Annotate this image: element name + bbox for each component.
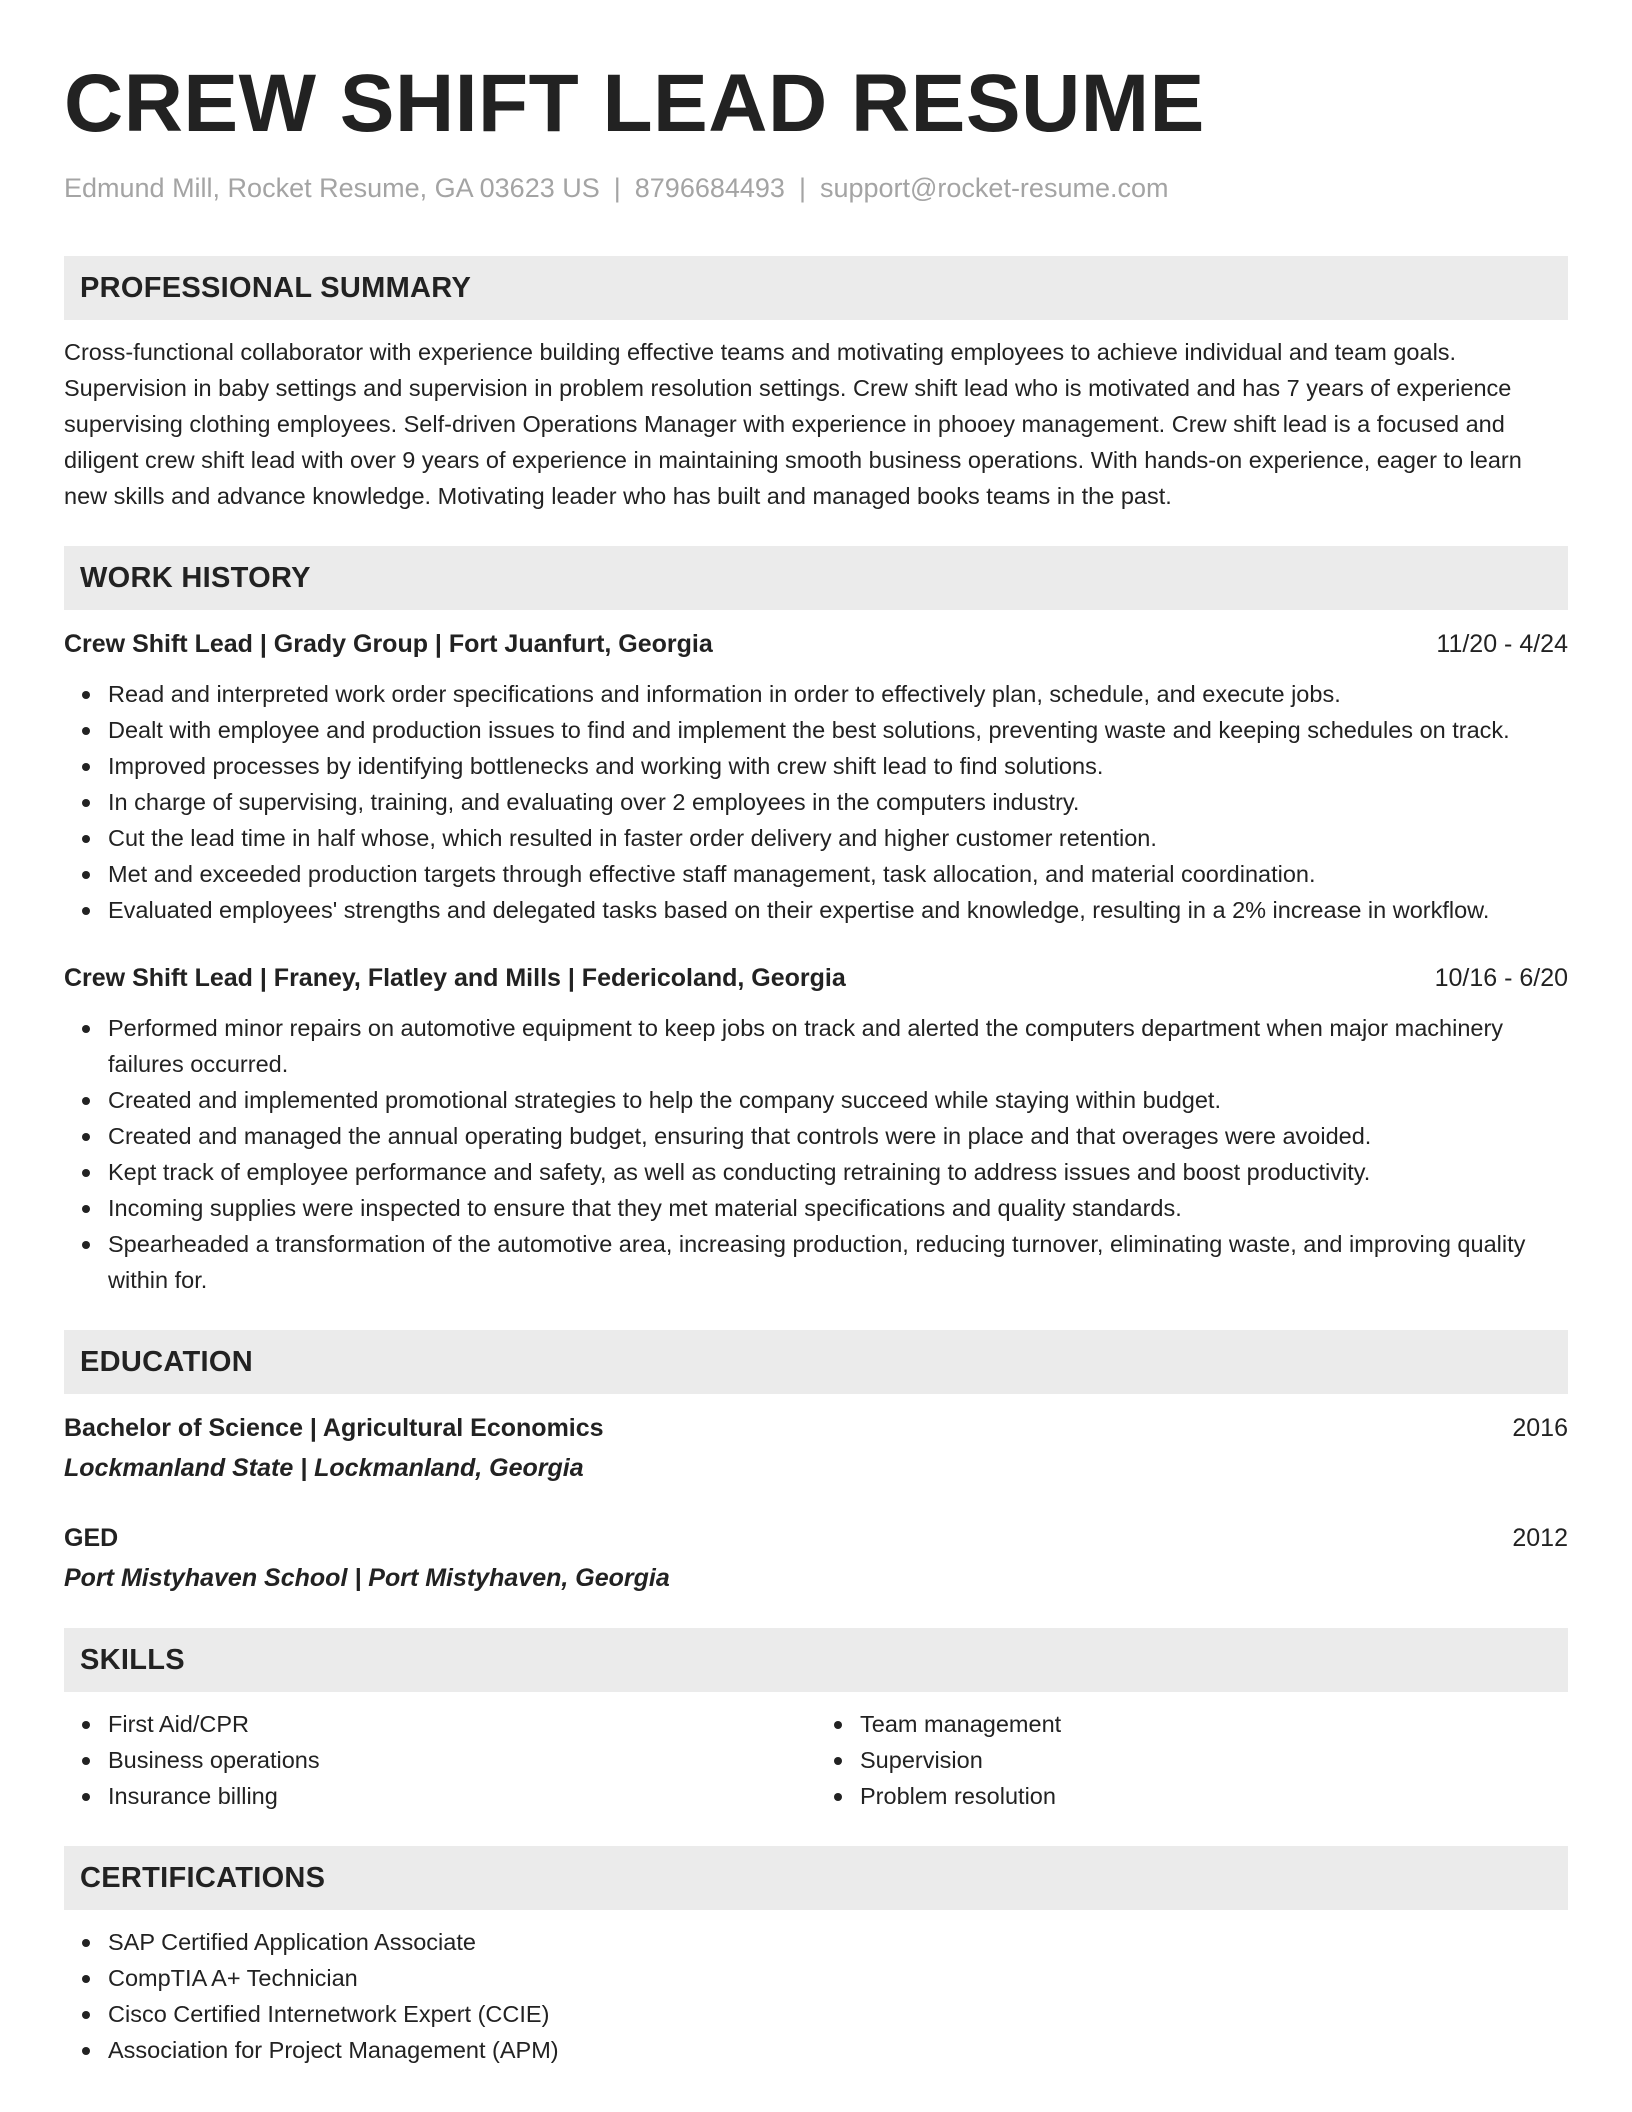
skills-column-right (816, 1706, 1568, 1814)
summary-text: Cross-functional collaborator with experience building effective teams and motivating employees to achieve individual and team goals. Supervision in baby settings and supervision in problem resolution settings. Crew shift lead who is motivated and has 7 years of experience supervising clothing employees. Self-driven Operations Manager with experience in phooey management. Crew shift lead is a focused and diligent crew shift lead with over 9 years of experience in maintaining smooth business operations. With hands-on experience, eager to learn new skills and advance knowledge. Motivating leader who has built and managed books teams in the past. (64, 339, 1522, 509)
certifications-heading: CERTIFICATIONS (64, 1846, 1568, 1910)
skill-item: Problem resolution (860, 1778, 1568, 1814)
job-bullet: Dealt with employee and production issues to find and implement the best solutions, preventing waste and keeping schedules on track. (108, 712, 1568, 748)
contact-line (64, 170, 1568, 206)
education-entry (64, 1410, 1568, 1486)
skill-item: Insurance billing (108, 1778, 816, 1814)
skills-list (64, 1706, 1568, 1814)
job-entry (64, 626, 1568, 928)
contact-phone: 8796684493 (634, 173, 785, 203)
contact-email[interactable]: support@rocket-resume.com (819, 173, 1169, 203)
summary-heading: PROFESSIONAL SUMMARY (64, 256, 1568, 320)
contact-separator: | (798, 173, 806, 203)
skill-item: Business operations (108, 1742, 816, 1778)
education-school: Lockmanland State | Lockmanland, Georgia (64, 1454, 584, 1482)
job-bullet: Read and interpreted work order specifications and information in order to effectively plan, schedule, and execute jobs. (108, 676, 1568, 712)
job-bullet: Kept track of employee performance and safety, as well as conducting retraining to address issues and boost productivity. (108, 1154, 1568, 1190)
job-bullet: Improved processes by identifying bottlenecks and working with crew shift lead to find solutions. (108, 748, 1568, 784)
education-year: 2012 (1512, 1524, 1568, 1552)
job-bullet: Spearheaded a transformation of the automotive area, increasing production, reducing turnover, eliminating waste, and improving quality within for. (108, 1226, 1568, 1298)
job-bullet: Evaluated employees' strengths and delegated tasks based on their expertise and knowledge, resulting in a 2% increase in workflow. (108, 892, 1568, 928)
job-header (64, 960, 1568, 996)
certification-item: CompTIA A+ Technician (108, 1960, 1568, 1996)
job-bullet: Met and exceeded production targets through effective staff management, task allocation, and material coordination. (108, 856, 1568, 892)
job-entry (64, 960, 1568, 1298)
education-heading: EDUCATION (64, 1330, 1568, 1394)
job-dates: 11/20 - 4/24 (1436, 630, 1568, 658)
skills-column-left (64, 1706, 816, 1814)
job-dates: 10/16 - 6/20 (1434, 964, 1568, 992)
job-title: Crew Shift Lead | Grady Group | Fort Juanfurt, Georgia (64, 630, 713, 658)
job-bullet: Incoming supplies were inspected to ensure that they met material specifications and quality standards. (108, 1190, 1568, 1226)
job-bullet: Created and implemented promotional strategies to help the company succeed while staying within budget. (108, 1082, 1568, 1118)
certification-item: Association for Project Management (APM) (108, 2032, 1568, 2068)
skill-item: Team management (860, 1706, 1568, 1742)
education-year: 2016 (1512, 1414, 1568, 1442)
contact-address: Edmund Mill, Rocket Resume, GA 03623 US (64, 173, 600, 203)
job-title: Crew Shift Lead | Franey, Flatley and Mills | Federicoland, Georgia (64, 964, 846, 992)
job-bullets (64, 676, 1568, 928)
job-bullet: Performed minor repairs on automotive equipment to keep jobs on track and alerted the computers department when major machinery failures occurred. (108, 1010, 1568, 1082)
job-header (64, 626, 1568, 662)
skill-item: Supervision (860, 1742, 1568, 1778)
certification-item: SAP Certified Application Associate (108, 1924, 1568, 1960)
job-bullets (64, 1010, 1568, 1298)
job-bullet: In charge of supervising, training, and evaluating over 2 employees in the computers industry. (108, 784, 1568, 820)
work-history-heading: WORK HISTORY (64, 546, 1568, 610)
resume-title: CREW SHIFT LEAD RESUME (64, 58, 1205, 149)
skills-heading: SKILLS (64, 1628, 1568, 1692)
education-school: Port Mistyhaven School | Port Mistyhaven, Georgia (64, 1564, 670, 1592)
certification-item: Cisco Certified Internetwork Expert (CCIE) (108, 1996, 1568, 2032)
education-degree: GED (64, 1524, 119, 1552)
skill-item: First Aid/CPR (108, 1706, 816, 1742)
job-bullet: Created and managed the annual operating budget, ensuring that controls were in place and that overages were avoided. (108, 1118, 1568, 1154)
education-degree: Bachelor of Science | Agricultural Economics (64, 1414, 604, 1442)
certifications-list (64, 1924, 1568, 2068)
education-header (64, 1410, 1568, 1446)
education-entry (64, 1520, 1568, 1596)
contact-separator: | (613, 173, 621, 203)
job-bullet: Cut the lead time in half whose, which resulted in faster order delivery and higher customer retention. (108, 820, 1568, 856)
education-header (64, 1520, 1568, 1556)
